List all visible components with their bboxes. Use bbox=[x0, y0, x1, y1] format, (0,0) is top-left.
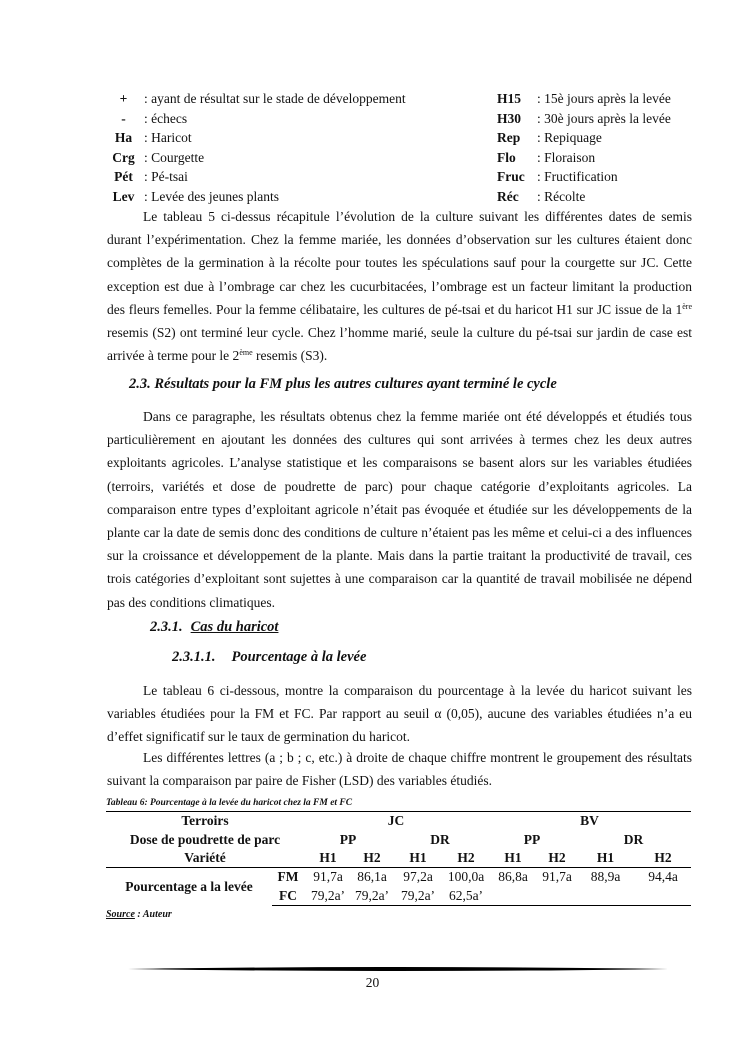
legend-desc: : Pé-tsai bbox=[144, 169, 188, 185]
section-heading-2-3: 2.3. Résultats pour la FM plus les autres cultures ayant terminé le cycle bbox=[129, 376, 557, 392]
section-number: 2.3.1. bbox=[150, 619, 183, 635]
table-header-cell: Dose de poudrette de parc bbox=[129, 831, 281, 847]
table-row-name: FM bbox=[277, 869, 299, 885]
paragraph-text: resemis (S2) ont terminé leur cycle. Chez l’homme marié, seule la culture du pé-tsai sur jardin de case est arrivée à terme pour le 2 bbox=[107, 325, 692, 364]
table-cell: 86,1a bbox=[357, 869, 387, 885]
legend-abbr: Rep bbox=[497, 130, 521, 146]
section-title: Cas du haricot bbox=[190, 619, 279, 635]
legend-abbr: Crg bbox=[112, 149, 135, 165]
table-row-label: Pourcentage a la levée bbox=[125, 878, 253, 894]
legend-row bbox=[107, 109, 692, 129]
legend-row bbox=[107, 148, 692, 168]
legend-desc: : Récolte bbox=[537, 188, 586, 204]
legend-desc: : échecs bbox=[144, 110, 188, 126]
legend-desc: : Floraison bbox=[537, 149, 596, 165]
legend-desc: : ayant de résultat sur le stade de développement bbox=[144, 91, 406, 106]
legend-abbr: Lev bbox=[112, 188, 135, 204]
legend-row bbox=[107, 187, 692, 207]
legend-row bbox=[107, 167, 692, 187]
paragraph-text: Le tableau 5 ci-dessus récapitule l’évolution de la culture suivant les différentes dates de semis durant l’expérimentation. Chez la femme mariée, les données d’observation sur les cultures étaient donc complètes de la germination à la récolte pour toutes les spéculations sauf pour la courgette sur JC. Cette exception est due à l’ombrage car chez les cucurbitacées, l’ombrage est un facteur limitant la production des fleurs femelles. Pour la femme célibataire, les cultures de pé-tsai et du haricot H1 sur JC issue de la 1 bbox=[107, 209, 692, 317]
section-heading-2-3-1 bbox=[150, 619, 278, 636]
table-header-cell: DR bbox=[430, 831, 450, 847]
page-number: 20 bbox=[365, 975, 380, 990]
table-header-row bbox=[106, 812, 691, 831]
table-cell bbox=[635, 887, 691, 906]
section-heading-2-3-1-1 bbox=[172, 649, 366, 666]
table-header-cell: PP bbox=[339, 831, 357, 847]
legend-desc: : Fructification bbox=[537, 169, 618, 185]
legend-abbr: - bbox=[121, 110, 126, 126]
table-cell: 79,2a’ bbox=[304, 887, 352, 906]
source-value: : Auteur bbox=[134, 909, 172, 920]
legend-row bbox=[107, 89, 692, 109]
table-header-cell: PP bbox=[523, 831, 541, 847]
table-cell: 97,2a bbox=[403, 869, 433, 885]
table-cell bbox=[538, 887, 576, 906]
legend-abbr: + bbox=[119, 91, 128, 106]
results-table bbox=[106, 811, 691, 906]
superscript: ème bbox=[239, 348, 253, 358]
legend-abbr: Pét bbox=[114, 169, 133, 185]
table-cell bbox=[576, 887, 635, 906]
table-header-cell: Variété bbox=[106, 849, 304, 868]
table-header-cell: Terroirs bbox=[106, 812, 304, 831]
legend-abbr: Fruc bbox=[497, 169, 525, 185]
legend-abbr: Ha bbox=[114, 130, 133, 146]
table-header-cell: BV bbox=[488, 812, 691, 831]
legend-desc: : Levée des jeunes plants bbox=[144, 188, 279, 204]
table-caption: Tableau 6: Pourcentage à la levée du haricot chez la FM et FC bbox=[106, 798, 353, 808]
paragraph-table5-summary bbox=[107, 205, 692, 367]
paragraph-table6-intro: Le tableau 6 ci-dessous, montre la comparaison du pourcentage à la levée du haricot suivant les variables étudiées pour la FM et FC. Par rapport au seuil α (0,05), aucune des variables étudiées n’a eu d’effet significatif sur le taux de germination du haricot. bbox=[107, 683, 692, 745]
table-header-cell: H1 bbox=[392, 849, 444, 868]
table-header-cell: DR bbox=[623, 831, 644, 847]
table-cell: 86,8a bbox=[498, 869, 528, 885]
legend-desc: : Haricot bbox=[144, 130, 192, 146]
table-cell bbox=[488, 887, 538, 906]
legend-row bbox=[107, 128, 692, 148]
table-header-row bbox=[106, 849, 691, 868]
legend-abbr: H30 bbox=[497, 110, 522, 126]
table-header-cell: H2 bbox=[635, 849, 691, 868]
superscript: ère bbox=[682, 301, 692, 311]
table-row bbox=[106, 868, 691, 887]
paragraph-fm-results: Dans ce paragraphe, les résultats obtenus chez la femme mariée ont été développés et étudiés tous particulièrement en ajoutant les données des cultures qui sont arrivées à termes chez les deux autres exploitants agricoles. L’analyse statistique et les comparaisons se basent alors sur les variables étudiées (terroirs, variétés et dose de poudrette de parc) pour chaque catégorie d’exploitants agricoles. La comparaison entre types d’exploitant agricole n’était pas évoquée et étudiée sur les développements de la plante car la date de semis donc des conditions de culture n’étaient pas les même et celui-ci a des influences sur la croissance et développement de la plante. Mais dans la partie traitant la productivité de travail, ces trois catégories d’exploitant sont sujettes à une comparaison car la quantité de travail mobilisée ne dépend pas des conditions climatiques. bbox=[107, 409, 692, 610]
legend-desc: : Repiquage bbox=[537, 130, 602, 146]
table-cell: 79,2a’ bbox=[352, 887, 392, 906]
legend-desc: : 15è jours après la levée bbox=[537, 91, 671, 106]
table-header-cell: H1 bbox=[488, 849, 538, 868]
legend-desc: : 30è jours après la levée bbox=[537, 110, 671, 126]
section-title: Pourcentage à la levée bbox=[231, 649, 367, 665]
paragraph-fisher-letters: Les différentes lettres (a ; b ; c, etc.) à droite de chaque chiffre montrent le groupement des résultats suivant la comparaison par paire de Fisher (LSD) des variables étudiés. bbox=[107, 750, 692, 789]
table-cell: 91,7a bbox=[313, 869, 343, 885]
source-label: Source bbox=[106, 909, 135, 920]
table-header-cell: H1 bbox=[576, 849, 635, 868]
paragraph-text: resemis (S3). bbox=[252, 348, 328, 364]
footer-divider bbox=[128, 965, 668, 973]
legend-desc: : Courgette bbox=[144, 149, 205, 165]
table-cell: 62,5a’ bbox=[444, 887, 488, 906]
abbreviation-legend bbox=[107, 89, 692, 207]
table-cell: 100,0a bbox=[447, 869, 485, 885]
table-header-cell: H2 bbox=[538, 849, 576, 868]
table-cell: 94,4a bbox=[648, 869, 678, 885]
table-header-cell: H1 bbox=[304, 849, 352, 868]
section-number: 2.3.1.1. bbox=[172, 649, 216, 665]
table-row-name: FC bbox=[272, 887, 304, 906]
legend-abbr: Flo bbox=[497, 149, 516, 165]
table-header-row bbox=[106, 830, 691, 848]
table-header-cell: JC bbox=[304, 812, 488, 831]
table-cell: 88,9a bbox=[590, 869, 621, 885]
table-header-cell: H2 bbox=[444, 849, 488, 868]
table-header-cell: H2 bbox=[352, 849, 392, 868]
table-cell: 79,2a’ bbox=[392, 887, 444, 906]
legend-abbr: Réc bbox=[497, 188, 519, 204]
table-source bbox=[106, 909, 172, 920]
table-cell: 91,7a bbox=[542, 869, 572, 885]
legend-abbr: H15 bbox=[497, 91, 522, 106]
